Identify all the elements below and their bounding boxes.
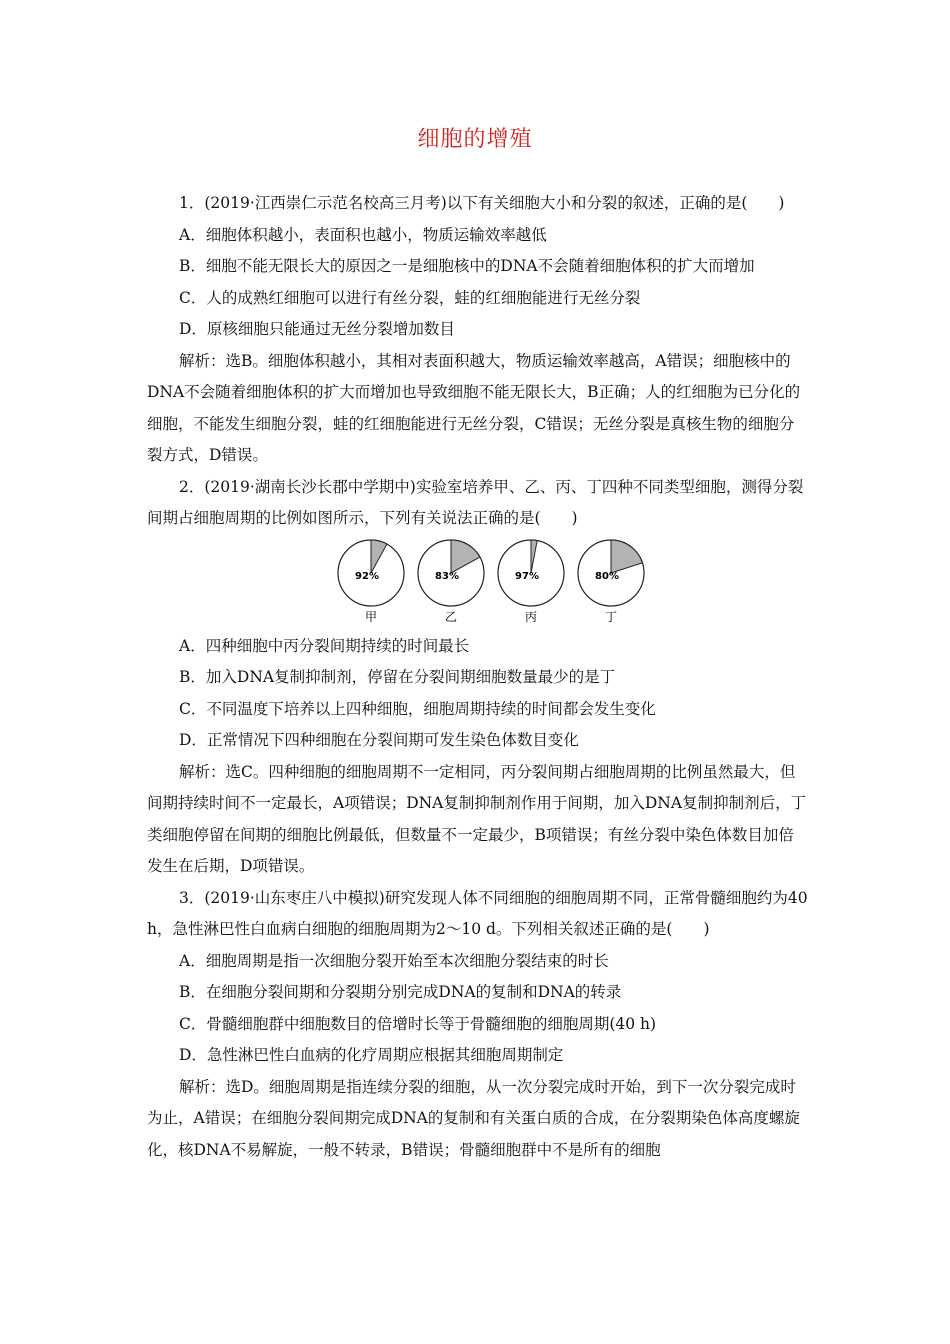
document-body: [147, 188, 809, 1166]
document-title: 细胞的增殖: [417, 127, 533, 152]
q1-stem: 1．(2019·江西崇仁示范名校高三月考)以下有关细胞大小和分裂的叙述，正确的是( ): [179, 194, 785, 212]
q2-stem: 2．(2019·湖南长沙长郡中学期中)实验室培养甲、乙、丙、丁四种不同类型细胞，测得分裂间期占细胞周期的比例如图所示，下列有关说法正确的是( ): [147, 477, 804, 527]
pie-1: [338, 540, 404, 624]
pie-percent-label: 92%: [355, 570, 379, 582]
q2-option-b: B．加入DNA复制抑制剂，停留在分裂间期细胞数量最少的是丁: [179, 668, 616, 686]
q3-option-c: C．骨髓细胞群中细胞数目的倍增时长等于骨髓细胞的细胞周期(40 h): [179, 1014, 657, 1033]
q3-stem: 3．(2019·山东枣庄八中模拟)研究发现人体不同细胞的细胞周期不同，正常骨髓细胞约为40 h，急性淋巴性白血病白细胞的细胞周期为2～10 d。下列相关叙述正确的是( ): [147, 888, 808, 938]
pie-name-label: 丁: [604, 609, 618, 624]
q2-option-d: D．正常情况下四种细胞在分裂间期可发生染色体数目变化: [179, 731, 579, 749]
pie-name-label: 乙: [444, 609, 458, 624]
q3-analysis: 解析：选D。细胞周期是指连续分裂的细胞，从一次分裂完成时开始，到下一次分裂完成时为止，A错误；在细胞分裂间期完成DNA的复制和有关蛋白质的合成，在分裂期染色体高度螺旋化，核DNA不易解旋，一般不转录，B错误；骨髓细胞群中不是所有的细胞: [147, 1077, 800, 1159]
pie-percent-label: 83%: [435, 570, 459, 582]
q1-analysis: 解析：选B。细胞体积越小，其相对表面积越大，物质运输效率越高，A错误；细胞核中的DNA不会随着细胞体积的扩大而增加也导致细胞不能无限长大，B正确；人的红细胞为已分化的细胞，不能发生细胞分裂，蛙的红细胞能进行无丝分裂，C错误；无丝分裂是真核生物的细胞分裂方式，D错误。: [147, 351, 801, 464]
pie-charts: [335, 537, 655, 627]
pie-percent-label: 97%: [515, 570, 539, 582]
q1-option-d: D．原核细胞只能通过无丝分裂增加数目: [179, 320, 455, 338]
q3-option-d: D．急性淋巴性白血病的化疗周期应根据其细胞周期制定: [179, 1046, 564, 1064]
pie-figure: [147, 537, 809, 629]
q3-option-b: B．在细胞分裂间期和分裂期分别完成DNA的复制和DNA的转录: [179, 983, 622, 1001]
q1-option-c: C．人的成熟红细胞可以进行有丝分裂，蛙的红细胞能进行无丝分裂: [179, 288, 641, 307]
q3-option-a: A．细胞周期是指一次细胞分裂开始至本次细胞分裂结束的时长: [179, 951, 609, 970]
q2-option-a: A．四种细胞中丙分裂间期持续的时间最长: [179, 636, 470, 655]
q1-option-b: B．细胞不能无限长大的原因之一是细胞核中的DNA不会随着细胞体积的扩大而增加: [179, 257, 755, 275]
q2-option-c: C．不同温度下培养以上四种细胞，细胞周期持续的时间都会发生变化: [179, 699, 656, 718]
q2-analysis: 解析：选C。四种细胞的细胞周期不一定相同，丙分裂间期占细胞周期的比例虽然最大，但间期持续时间不一定最长，A项错误；DNA复制抑制剂作用于间期，加入DNA复制抑制剂后，丁类细胞停留在间期的细胞比例最低，但数量不一定最少，B项错误；有丝分裂中染色体数目加倍发生在后期，D项错误。: [147, 762, 807, 875]
pie-name-label: 丙: [524, 609, 538, 624]
pie-2: [418, 540, 484, 624]
pie-percent-label: 80%: [595, 570, 619, 582]
pie-name-label: 甲: [364, 609, 378, 624]
pie-3: [498, 540, 564, 624]
q1-option-a: A．细胞体积越小，表面积也越小，物质运输效率越低: [179, 225, 547, 244]
pie-4: [578, 540, 644, 624]
